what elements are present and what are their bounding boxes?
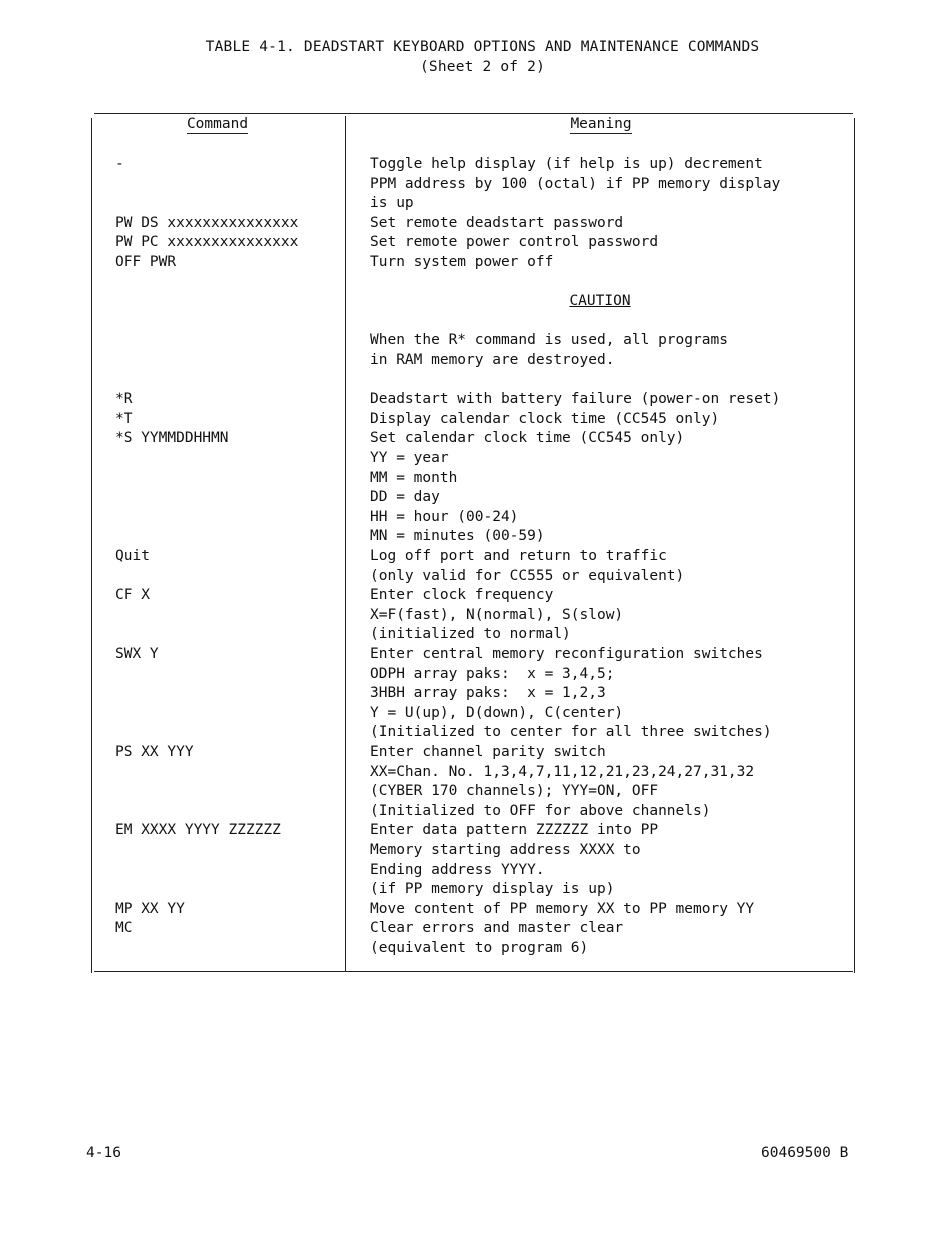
table-row [90, 763, 857, 783]
table-row [90, 802, 857, 822]
meaning-cell: (equivalent to program 6) [370, 940, 589, 956]
meaning-cell: is up [370, 195, 414, 212]
table-bottom-border [94, 971, 853, 972]
meaning-cell: (Initialized to center for all three switches) [370, 724, 772, 741]
meaning-cell: Clear errors and master clear [370, 920, 624, 937]
table-row [90, 488, 857, 508]
meaning-cell: Set calendar clock time (CC545 only) [370, 430, 685, 447]
table-row [90, 880, 857, 900]
meaning-cell: MN = minutes (00-59) [370, 528, 545, 545]
command-cell: Quit [115, 548, 150, 564]
table-row [90, 371, 857, 391]
document-number: 60469500 B [761, 1145, 849, 1161]
meaning-cell: 3HBH array paks: x = 1,2,3 [370, 685, 606, 702]
table-row [90, 723, 857, 743]
meaning-cell: (CYBER 170 channels); YYY=ON, OFF [370, 783, 659, 800]
command-cell: MC [115, 920, 133, 937]
meaning-cell: Deadstart with battery failure (power-on reset) [370, 391, 781, 408]
command-cell: - [115, 156, 124, 172]
table-row [90, 175, 857, 195]
table-row [90, 782, 857, 802]
table-row [90, 684, 857, 704]
meaning-cell: (only valid for CC555 or equivalent) [370, 567, 685, 584]
command-cell: MP XX YY [115, 900, 185, 917]
meaning-cell: (Initialized to OFF for above channels) [370, 802, 711, 819]
meaning-cell: (initialized to normal) [370, 626, 571, 643]
table-row [90, 743, 857, 763]
table-row [90, 625, 857, 645]
meaning-cell: Ending address YYYY. [370, 861, 545, 878]
command-cell: EM XXXX YYYY ZZZZZZ [115, 822, 281, 839]
meaning-cell: HH = hour (00-24) [370, 508, 519, 525]
meaning-cell: Log off port and return to traffic [370, 548, 667, 564]
table-row [90, 469, 857, 489]
meaning-cell: Set remote deadstart password [370, 214, 624, 231]
meaning-cell: Set remote power control password [370, 234, 659, 251]
table-row [90, 351, 857, 371]
table-title: TABLE 4-1. DEADSTART KEYBOARD OPTIONS AND MAINTENANCE COMMANDS [205, 39, 760, 55]
meaning-cell: Enter channel parity switch [370, 744, 606, 760]
meaning-cell: Display calendar clock time (CC545 only) [370, 410, 720, 427]
meaning-cell: DD = day [370, 489, 440, 506]
meaning-cell: Enter data pattern ZZZZZZ into PP [370, 822, 659, 839]
table-row [90, 547, 857, 567]
table-row [90, 821, 857, 841]
table-row [90, 919, 857, 939]
meaning-cell: When the R* command is used, all programs [370, 332, 728, 349]
meaning-cell: Memory starting address XXXX to [370, 842, 641, 858]
table-row [90, 567, 857, 587]
meaning-column-header: Meaning [570, 116, 632, 132]
table-row [90, 841, 857, 861]
meaning-cell: MM = month [370, 469, 458, 486]
meaning-cell: PPM address by 100 (octal) if PP memory display [370, 175, 781, 192]
meaning-cell: X=F(fast), N(normal), S(slow) [370, 606, 624, 623]
meaning-cell: Enter clock frequency [370, 587, 554, 604]
command-cell: *S YYMMDDHHMN [115, 430, 229, 447]
command-cell: PS XX YYY [115, 744, 194, 760]
table-row [90, 939, 857, 959]
table-row [90, 704, 857, 724]
command-cell: *T [115, 410, 133, 427]
table-row [90, 508, 857, 528]
meaning-cell: XX=Chan. No. 1,3,4,7,11,12,21,23,24,27,31,32 [370, 763, 755, 780]
meaning-cell: (if PP memory display is up) [370, 881, 615, 898]
command-cell: SWX Y [115, 646, 159, 662]
meaning-cell: YY = year [370, 450, 449, 466]
meaning-cell: ODPH array paks: x = 3,4,5; [370, 665, 615, 682]
meaning-cell: Enter central memory reconfiguration switches [370, 646, 763, 662]
table-row [90, 449, 857, 469]
table-row [90, 312, 857, 332]
command-cell: CF X [115, 587, 150, 604]
commands-table [90, 112, 857, 972]
table-row [90, 527, 857, 547]
command-cell: PW PC xxxxxxxxxxxxxxx [115, 234, 299, 251]
table-top-border [94, 113, 853, 114]
meaning-cell: in RAM memory are destroyed. [370, 352, 615, 368]
meaning-cell: Turn system power off [370, 254, 554, 270]
caution-heading: CAUTION [569, 293, 631, 310]
table-row [90, 214, 857, 234]
command-cell: OFF PWR [115, 254, 177, 270]
meaning-cell: Toggle help display (if help is up) decrement [370, 156, 763, 172]
table-row [90, 273, 857, 293]
table-row [90, 606, 857, 626]
table-row [90, 586, 857, 606]
table-row [90, 194, 857, 214]
table-row [90, 292, 857, 312]
table-row [90, 665, 857, 685]
table-row [90, 410, 857, 430]
table-row [90, 253, 857, 273]
table-row [90, 155, 857, 175]
table-row [90, 429, 857, 449]
meaning-cell: Y = U(up), D(down), C(center) [370, 704, 624, 721]
table-row [90, 390, 857, 410]
page-number: 4-16 [86, 1145, 121, 1161]
command-cell: PW DS xxxxxxxxxxxxxxx [115, 214, 299, 231]
table-row [90, 645, 857, 665]
command-cell: *R [115, 391, 133, 408]
table-row [90, 861, 857, 881]
table-row [90, 900, 857, 920]
table-row [90, 331, 857, 351]
meaning-cell: Move content of PP memory XX to PP memory YY [370, 900, 755, 917]
table-row [90, 233, 857, 253]
table-subtitle: (Sheet 2 of 2) [419, 59, 546, 75]
command-column-header: Command [186, 116, 249, 132]
